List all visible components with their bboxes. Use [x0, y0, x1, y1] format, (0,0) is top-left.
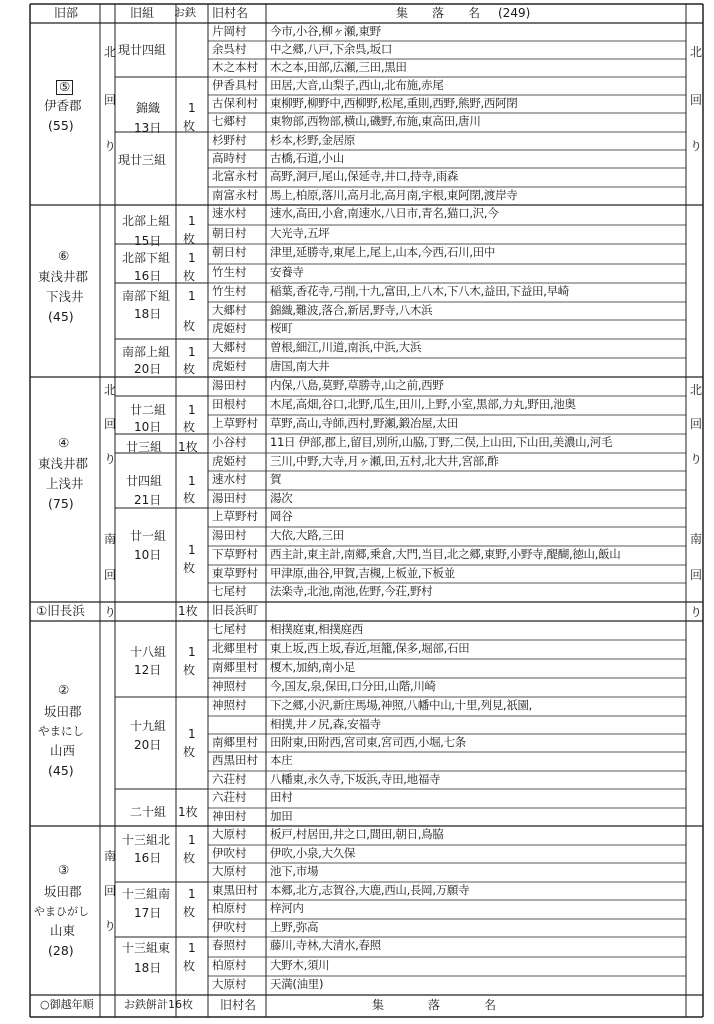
- bell-unit: 枚: [183, 905, 196, 919]
- footer-settlements-title: 集 落 名: [372, 998, 513, 1012]
- village-name: 虎姫村: [212, 321, 247, 335]
- header-settlements-count: (249): [498, 6, 531, 20]
- district-count: (45): [48, 763, 74, 778]
- village-name: 六荘村: [212, 772, 247, 786]
- settlement-list: 大野木,須川: [270, 958, 330, 972]
- village-name: 伊香具村: [212, 78, 258, 92]
- bell-count: 1: [188, 251, 196, 265]
- direction-char: 回: [104, 884, 117, 898]
- district-name: 東浅井郡: [38, 456, 89, 471]
- village-name: 杉野村: [212, 133, 247, 147]
- bell-unit: 枚: [183, 269, 196, 283]
- direction-char: 南: [690, 532, 703, 546]
- direction-char: り: [104, 605, 117, 619]
- settlement-list: 11日 伊部,郡上,留目,別所,山脇,丁野,二俣,上山田,下山田,美濃山,河毛: [270, 435, 613, 449]
- village-name: 七尾村: [212, 622, 247, 636]
- village-name: 大郷村: [212, 340, 247, 354]
- village-name: 上草野村: [212, 509, 258, 523]
- village-name: 上草野村: [212, 416, 258, 430]
- village-name: 高時村: [212, 151, 247, 165]
- group-day: 18日: [134, 961, 162, 975]
- district-count: (45): [48, 309, 74, 324]
- direction-char: 回: [104, 568, 117, 582]
- settlement-list: 唐国,南大井: [270, 359, 330, 373]
- settlement-list: 大依,大路,三田: [270, 528, 344, 542]
- direction-char: 南: [104, 532, 117, 546]
- settlement-list: 岡谷: [270, 509, 293, 523]
- village-name: 大原村: [212, 864, 247, 878]
- bell-unit: 枚: [183, 491, 196, 505]
- direction-char: り: [690, 605, 703, 619]
- settlement-list: 東上坂,西上坂,春近,垣籠,保多,堀部,石田: [270, 641, 470, 655]
- settlement-list: 上野,弥高: [270, 920, 319, 934]
- village-name: 朝日村: [212, 226, 247, 240]
- group-label: 二十組: [130, 805, 167, 819]
- district-count: (28): [48, 943, 74, 958]
- group-day: 18日: [134, 307, 162, 321]
- footer-order: ○御越年順: [40, 998, 94, 1011]
- direction-char: 北: [104, 45, 117, 59]
- district-number: ⑥: [58, 248, 70, 263]
- village-name: 竹生村: [212, 284, 247, 298]
- village-name: 湯田村: [212, 528, 247, 542]
- settlement-list: 相撲,井ノ尻,森,安福寺: [270, 717, 381, 731]
- group-day: 12日: [134, 663, 162, 677]
- village-name: 北富永村: [212, 169, 258, 183]
- village-name: 西黒田村: [212, 753, 258, 767]
- village-name: 虎姫村: [212, 359, 247, 373]
- group-day: 20日: [134, 738, 162, 752]
- bell-unit: 枚: [183, 319, 196, 333]
- village-name: 小谷村: [212, 435, 247, 449]
- settlement-list: 桜町: [270, 321, 293, 335]
- village-name: 古保利村: [212, 96, 258, 110]
- group-day: 10日: [134, 420, 162, 434]
- district-number: ④: [58, 435, 70, 450]
- bell-count: 1: [188, 289, 196, 303]
- settlement-list: 今市,小谷,柳ヶ瀬,東野: [270, 24, 381, 38]
- village-name: 七尾村: [212, 584, 247, 598]
- settlement-list: 大光寺,五坪: [270, 226, 330, 240]
- settlement-list: 湯次: [270, 491, 293, 505]
- bell-count: 1: [188, 345, 196, 359]
- settlement-list: 木尾,高畑,谷口,北野,瓜生,田川,上野,小室,黒部,力丸,野田,池奥: [270, 397, 576, 411]
- direction-char: り: [690, 139, 703, 153]
- district-number: ⑤: [56, 80, 73, 95]
- bell-count: 1: [188, 403, 196, 417]
- bell-count: 1: [188, 941, 196, 955]
- bell-count: 1: [188, 833, 196, 847]
- village-name: 神照村: [212, 679, 247, 693]
- village-name: 木之本村: [212, 60, 258, 74]
- district-sub: 上浅井: [46, 476, 84, 491]
- village-name: 伊吹村: [212, 846, 247, 860]
- village-name: 朝日村: [212, 245, 247, 259]
- header-settlements-title: 集 落 名: [396, 6, 487, 20]
- settlement-list: 田附東,田附西,宮司東,宮司西,小堀,七条: [270, 735, 466, 749]
- settlement-list: 本郷,北方,志賀谷,大鹿,西山,長岡,万願寺: [270, 883, 470, 897]
- settlement-list: 田居,大音,山梨子,西山,北布施,赤尾: [270, 78, 444, 92]
- settlement-list: 曽根,細江,川道,南浜,中浜,大浜: [270, 340, 422, 354]
- bell-count: 1: [188, 727, 196, 741]
- settlement-list: 法楽寺,北池,南池,佐野,今荘,野村: [270, 584, 433, 598]
- footer-bells-total: お鉄餅計16枚: [124, 998, 193, 1011]
- village-name: 速水村: [212, 472, 247, 486]
- settlement-list: 下之郷,小沢,新庄馬場,神照,八幡中山,十里,列見,祇園,: [270, 698, 533, 712]
- direction-char: 北: [690, 45, 703, 59]
- group-label: 十八組: [130, 645, 167, 659]
- bell-one-sheet: 1枚: [178, 440, 198, 454]
- group-label: 廿四組: [126, 474, 163, 488]
- header-bells: お鉄: [174, 6, 196, 19]
- direction-char: り: [104, 139, 117, 153]
- village-name: 伊吹村: [212, 920, 247, 934]
- village-name: 大郷村: [212, 303, 247, 317]
- village-name: 南郷里村: [212, 735, 258, 749]
- settlement-list: 木之本,田部,広瀬,三田,黒田: [270, 60, 407, 74]
- direction-char: 回: [690, 93, 703, 107]
- group-label: 現廿四組: [118, 43, 167, 57]
- village-name: 六荘村: [212, 790, 247, 804]
- settlement-list: 内保,八島,莫野,草勝寺,山之前,西野: [270, 378, 444, 392]
- settlement-list: 稲葉,香花寺,弓削,十九,富田,上八木,下八木,益田,下益田,早崎: [270, 284, 569, 298]
- header-old-village: 旧村名: [212, 6, 249, 20]
- village-name: 春照村: [212, 938, 247, 952]
- village-name: 柏原村: [212, 958, 247, 972]
- group-label: 現廿三組: [118, 153, 167, 167]
- group-label: 南部上組: [122, 345, 171, 359]
- settlement-list: 速水,高田,小倉,南速水,八日市,青名,猫口,沢,今: [270, 206, 499, 220]
- village-name: 田根村: [212, 397, 247, 411]
- settlement-list: 田村: [270, 790, 293, 804]
- group-day: 20日: [134, 362, 162, 376]
- bell-unit: 枚: [183, 420, 196, 434]
- group-day: 10日: [134, 548, 162, 562]
- district-sub: やまにし: [38, 724, 84, 738]
- bell-count: 1: [188, 887, 196, 901]
- village-name: 大原村: [212, 827, 247, 841]
- bell-count: 1: [188, 474, 196, 488]
- group-day: 16日: [134, 851, 162, 865]
- bell-count: 1: [188, 101, 196, 115]
- direction-char: 回: [690, 568, 703, 582]
- settlement-list: 八幡東,永久寺,下坂浜,寺田,地福寺: [270, 772, 441, 786]
- direction-char: 北: [690, 383, 703, 397]
- district-name: 坂田郡: [44, 884, 82, 899]
- bell-one-sheet: 1枚: [178, 604, 198, 618]
- group-label: 北部下組: [122, 251, 171, 265]
- village-name: 大原村: [212, 977, 247, 991]
- settlement-list: 梓河内: [270, 901, 304, 915]
- village-name: 南富永村: [212, 188, 258, 202]
- group-label: 十九組: [130, 719, 167, 733]
- group-day: 13日: [134, 121, 162, 135]
- village-name: 虎姫村: [212, 454, 247, 468]
- settlement-list: 東柳野,柳野中,西柳野,松尾,重則,西野,熊野,西阿閉: [270, 96, 518, 110]
- village-name: 七郷村: [212, 114, 247, 128]
- direction-char: り: [104, 919, 117, 933]
- village-name: 余呉村: [212, 42, 247, 56]
- settlement-list: 甲津原,曲谷,甲賀,吉槻,上板並,下板並: [270, 566, 455, 580]
- settlement-list: 三川,中野,大寺,月ヶ瀬,田,五村,北大井,宮部,酢: [270, 454, 499, 468]
- direction-char: り: [104, 452, 117, 466]
- village-name: 下草野村: [212, 547, 258, 561]
- bell-unit: 枚: [183, 362, 196, 376]
- district-count: (75): [48, 496, 74, 511]
- district-count: (55): [48, 118, 74, 133]
- bell-count: 1: [188, 214, 196, 228]
- direction-char: 回: [690, 417, 703, 431]
- direction-char: り: [690, 452, 703, 466]
- settlement-list: 本庄: [270, 753, 293, 767]
- bell-one-sheet: 1枚: [178, 805, 198, 819]
- settlement-list: 杉本,杉野,金居原: [270, 133, 356, 147]
- settlement-list: 馬上,柏原,落川,高月北,高月南,宇根,東阿閉,渡岸寺: [270, 188, 518, 202]
- settlement-list: 中之郷,八戸,下余呉,坂口: [270, 42, 393, 56]
- header-old-group: 旧組: [130, 6, 155, 20]
- settlement-list: 板戸,村居田,井之口,間田,朝日,鳥脇: [270, 827, 444, 841]
- group-label: 廿二組: [130, 403, 167, 417]
- bell-unit: 枚: [183, 232, 196, 246]
- settlement-list: 安養寺: [270, 265, 304, 279]
- district-old-nagahama: ①旧長浜: [36, 603, 85, 618]
- settlement-list: 西主計,東主計,南郷,乗倉,大門,当目,北之郷,東野,小野寺,醍醐,徳山,飯山: [270, 547, 621, 561]
- settlement-list: 古橋,石道,小山: [270, 151, 344, 165]
- bell-count: 1: [188, 543, 196, 557]
- settlement-list: 天満(油里): [270, 977, 324, 991]
- district-number: ②: [58, 682, 70, 697]
- direction-char: 回: [104, 417, 117, 431]
- village-name: 旧長浜町: [212, 603, 258, 617]
- village-name: 速水村: [212, 206, 247, 220]
- district-sub: 下浅井: [46, 289, 84, 304]
- group-day: 17日: [134, 906, 162, 920]
- settlement-list: 池下,市場: [270, 864, 319, 878]
- settlement-list: 加田: [270, 809, 293, 823]
- village-name: 柏原村: [212, 901, 247, 915]
- village-name: 北郷里村: [212, 641, 258, 655]
- village-name: 神田村: [212, 809, 247, 823]
- village-name: 東草野村: [212, 566, 258, 580]
- bell-unit: 枚: [183, 119, 196, 133]
- village-name: 片岡村: [212, 24, 247, 38]
- group-label: 廿三組: [126, 440, 163, 454]
- bell-unit: 枚: [183, 851, 196, 865]
- district-name: 伊香郡: [44, 98, 82, 113]
- village-name: 神照村: [212, 698, 247, 712]
- group-label: 北部上組: [122, 214, 171, 228]
- group-label: 十三組南: [122, 887, 171, 901]
- village-name: 湯田村: [212, 491, 247, 505]
- bell-unit: 枚: [183, 663, 196, 677]
- group-label: 錦織: [136, 101, 161, 115]
- district-sub: やまひがし: [34, 905, 89, 918]
- bell-unit: 枚: [183, 745, 196, 759]
- settlement-list: 東物部,西物部,横山,磯野,布施,東高田,唐川: [270, 114, 481, 128]
- district-name: 坂田郡: [44, 704, 82, 719]
- direction-char: 回: [104, 93, 117, 107]
- group-label: 十三組東: [122, 941, 171, 955]
- village-name: 竹生村: [212, 265, 247, 279]
- district-number: ③: [58, 862, 70, 877]
- settlement-list: 錦織,難波,落合,新居,野寺,八木浜: [270, 303, 433, 317]
- district-name: 東浅井郡: [38, 269, 89, 284]
- header-old-section: 旧部: [54, 6, 79, 20]
- group-label: 廿一組: [130, 529, 167, 543]
- group-label: 南部下組: [122, 289, 171, 303]
- settlement-list: 賀: [270, 472, 282, 486]
- bell-unit: 枚: [183, 561, 196, 575]
- bell-unit: 枚: [183, 959, 196, 973]
- footer-old-village: 旧村名: [220, 998, 257, 1012]
- district-sub2: 山東: [50, 923, 76, 938]
- group-day: 15日: [134, 234, 162, 248]
- district-sub2: 山西: [50, 743, 76, 758]
- settlement-list: 今,国友,泉,保田,口分田,山階,川崎: [270, 679, 436, 693]
- bell-count: 1: [188, 645, 196, 659]
- direction-char: 南: [104, 849, 117, 863]
- settlement-list: 藤川,寺林,大清水,春照: [270, 938, 381, 952]
- settlement-list: 伊吹,小泉,大久保: [270, 846, 356, 860]
- direction-char: 北: [104, 383, 117, 397]
- group-label: 十三組北: [122, 833, 171, 847]
- settlement-list: 相撲庭東,相撲庭西: [270, 622, 363, 636]
- village-name: 南郷里村: [212, 660, 258, 674]
- group-day: 21日: [134, 493, 162, 507]
- settlement-list: 津里,延勝寺,東尾上,尾上,山本,今西,石川,田中: [270, 245, 496, 259]
- group-day: 16日: [134, 269, 162, 283]
- settlement-list: 榎木,加納,南小足: [270, 660, 356, 674]
- settlement-list: 高野,洞戸,尾山,保延寺,井口,持寺,雨森: [270, 169, 459, 183]
- village-name: 東黒田村: [212, 883, 258, 897]
- village-name: 湯田村: [212, 378, 247, 392]
- settlement-list: 草野,高山,寺師,西村,野瀬,鍛冶屋,太田: [270, 416, 459, 430]
